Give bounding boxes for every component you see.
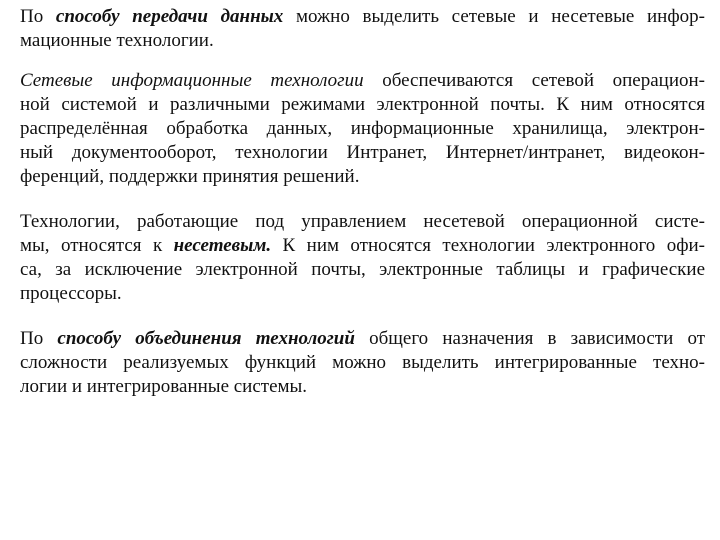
paragraph-data-transfer	[20, 5, 705, 53]
text-line: распределённая обработка данных, информационные хранилища, электрон-	[20, 118, 705, 139]
text-line	[20, 327, 705, 351]
paragraph-non-network-technologies	[20, 210, 705, 306]
text-line: са, за исключение электронной почты, электронные таблицы и графические	[20, 259, 705, 280]
text-line	[20, 5, 705, 29]
text-line: Технологии, работающие под управлением несетевой операционной систе-	[20, 211, 705, 232]
text-run: К ним относятся технологии электронного офи-	[271, 235, 706, 256]
text-run: По	[20, 328, 58, 349]
emphasis-term: несетевым.	[173, 235, 272, 256]
emphasis-term: способу объединения технологий	[57, 328, 355, 349]
text-line: логии и интегрированные системы.	[20, 376, 308, 397]
text-line: ной системой и различными режимами электронной почты. К ним относятся	[20, 94, 705, 115]
text-line: процессоры.	[20, 283, 122, 304]
text-line: сложности реализуемых функций можно выделить интегрированные техно-	[20, 352, 705, 373]
text-run: общего назначения в зависимости от	[354, 328, 705, 349]
emphasis-term: Сетевые информационные технологии	[20, 70, 364, 91]
text-line: ференций, поддержки принятия решений.	[20, 166, 360, 187]
emphasis-term: способу передачи данных	[55, 6, 284, 27]
text-line: мационные технологии.	[20, 30, 214, 51]
paragraph-integration	[20, 327, 705, 399]
text-line: ный документооборот, технологии Интранет, Интернет/интранет, видеокон-	[20, 142, 705, 163]
text-run: мы, относятся к	[20, 235, 174, 256]
text-run: По	[20, 6, 56, 27]
text-line	[20, 69, 705, 93]
text-line	[20, 234, 705, 258]
paragraph-network-technologies	[20, 69, 705, 189]
text-run: обеспечиваются сетевой операцион-	[363, 70, 705, 91]
text-run: можно выделить сетевые и несетевые инфор-	[283, 6, 705, 27]
